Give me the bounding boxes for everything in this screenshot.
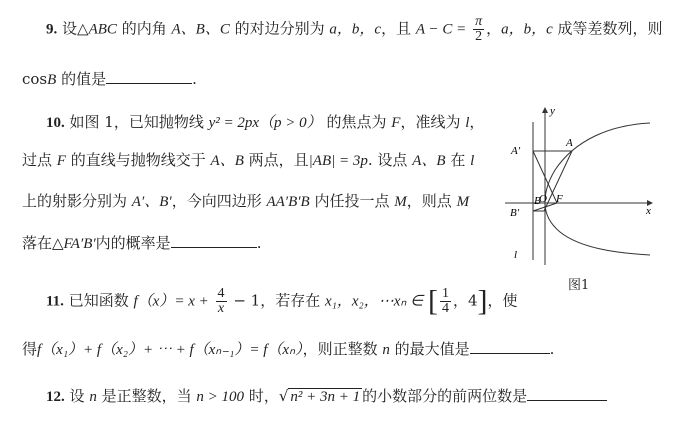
q9-line2 xyxy=(22,69,197,90)
q12-number: 12. xyxy=(46,389,65,405)
q11-tail: ，使 xyxy=(487,291,518,310)
label-B: B xyxy=(534,195,541,207)
q11-l2eq: f（x₁）+ f（x₂）+ ⋯ + f（xₙ₋₁）= f（xₙ） xyxy=(37,342,303,358)
label-y: y xyxy=(550,105,555,117)
q9-text-e: ， xyxy=(486,19,502,38)
figure-1-parabola-diagram xyxy=(500,100,660,270)
q9-end: . xyxy=(192,70,197,88)
q10-l1: 如图 1，已知抛物线 xyxy=(69,113,204,131)
q12-a: 设 xyxy=(69,387,85,405)
q11-interval-close: ] xyxy=(477,284,488,318)
q10-line3 xyxy=(22,191,469,212)
label-x: x xyxy=(646,205,651,217)
q12-sqrt: √ n² + 3n + 1 xyxy=(278,387,361,405)
q11-end: . xyxy=(549,340,555,358)
q12-answer-blank[interactable] xyxy=(527,386,607,401)
q9-line2-text: 的值是 xyxy=(61,70,107,88)
q10-l2abs: |AB| = 3p xyxy=(308,153,368,169)
q12-c: 时， xyxy=(248,387,279,405)
q11-l1: 已知函数 xyxy=(68,291,129,310)
q10-l3M: M xyxy=(394,194,407,210)
q9-vars1: A、B、C xyxy=(171,21,230,38)
q10-line4 xyxy=(22,233,261,254)
q12-line1 xyxy=(46,386,607,407)
label-O: O xyxy=(539,193,547,205)
q11-line2 xyxy=(22,339,554,360)
q9-text-c: 的对边分别为 xyxy=(234,19,325,38)
q9-number: 9. xyxy=(46,21,58,38)
q11-xs: x₁，x₂，⋯xₙ ∈ xyxy=(324,293,424,310)
q11-interval-open: [ xyxy=(427,284,438,318)
q10-l3: 上的射影分别为 xyxy=(22,192,128,210)
q9-answer-blank[interactable] xyxy=(106,69,192,84)
q10-l3M2: M xyxy=(456,194,470,210)
q10-l2b: 的直线与抛物线交于 xyxy=(70,151,206,169)
q9-condition: A − C = xyxy=(415,21,467,38)
q9-abc: ABC xyxy=(88,21,117,38)
q12-d: 的小数部分的前两位数是 xyxy=(362,387,528,405)
q10-line2 xyxy=(22,150,474,171)
q11-int-end: ，4 xyxy=(452,291,478,310)
q10-l4tri: FA′B′ xyxy=(63,236,96,252)
q9-line1 xyxy=(46,15,663,44)
q10-l1d: ， xyxy=(469,113,485,131)
q10-l2AB2: A、B xyxy=(412,153,446,169)
q10-answer-blank[interactable] xyxy=(171,233,257,248)
q10-l2l: l xyxy=(470,153,475,169)
label-F: F xyxy=(556,193,563,205)
q9-angle-b: B xyxy=(47,72,57,88)
q10-l3AB: A′、B′ xyxy=(131,194,172,210)
q10-l1c: ，准线为 xyxy=(400,113,461,131)
q9-text-b: 的内角 xyxy=(121,19,167,38)
q10-l2F: F xyxy=(56,153,66,169)
q10-line1 xyxy=(46,112,484,133)
q10-l3b: ，今向四边形 xyxy=(171,192,262,210)
q10-l: l xyxy=(465,115,470,131)
label-l: l xyxy=(514,249,518,261)
q9-vars2: a，b，c xyxy=(329,21,382,38)
q11-fraction: $\frac{4}{x}$ xyxy=(217,286,225,316)
q10-l4b: 内的概率是 xyxy=(95,234,171,252)
q10-l2: 过点 xyxy=(22,151,53,169)
q11-line1 xyxy=(46,284,518,318)
q12-n: n xyxy=(89,389,97,405)
q10-l4: 落在△ xyxy=(22,234,64,252)
parabola-curve xyxy=(545,123,650,255)
q10-l3c: 内任投一点 xyxy=(314,192,390,210)
figure-caption: 图1 xyxy=(568,278,590,293)
q10-end: . xyxy=(256,234,262,252)
label-B-prime: B′ xyxy=(510,207,520,219)
q9-vars3: a，b，c xyxy=(501,21,553,38)
q10-number: 10. xyxy=(46,115,65,131)
q11-n: n xyxy=(382,342,390,358)
q11-l2a: 得 xyxy=(22,340,38,358)
q12-cond: n > 100 xyxy=(196,389,245,405)
label-A-prime: A′ xyxy=(511,145,521,157)
q10-l1b: 的焦点为 xyxy=(326,113,387,131)
q11-after: − 1，若存在 xyxy=(233,291,321,310)
q10-l2AB: A、B xyxy=(210,153,244,169)
q10-F: F xyxy=(391,115,401,131)
q11-interval-frac: $\frac{1}{4}$ xyxy=(441,286,449,316)
q10-l3quad: AA′B′B xyxy=(266,194,310,210)
q11-l2b: ，则正整数 xyxy=(302,340,378,358)
q11-answer-blank[interactable] xyxy=(470,339,550,354)
q10-l2c: 两点，且 xyxy=(248,151,309,169)
q9-text-d: ，且 xyxy=(381,19,412,38)
q10-l2e: 在 xyxy=(450,151,466,169)
q12-b: 是正整数，当 xyxy=(101,387,192,405)
q10-l3d: ，则点 xyxy=(406,192,452,210)
q11-number: 11. xyxy=(46,293,64,310)
q11-fx: f（x）= x + xyxy=(133,293,209,310)
q9-fraction: $\frac{\pi}{2}$ xyxy=(475,14,483,44)
q11-l2c: 的最大值是 xyxy=(394,340,470,358)
q10-l2d: . 设点 xyxy=(367,151,408,169)
q9-text-a: 设△ xyxy=(62,19,89,38)
q9-text-f: 成等差数列，则 xyxy=(557,19,663,38)
q10-equation: y² = 2px（p > 0） xyxy=(208,115,322,131)
label-A: A xyxy=(566,137,573,149)
q9-cos: cos xyxy=(22,70,48,88)
